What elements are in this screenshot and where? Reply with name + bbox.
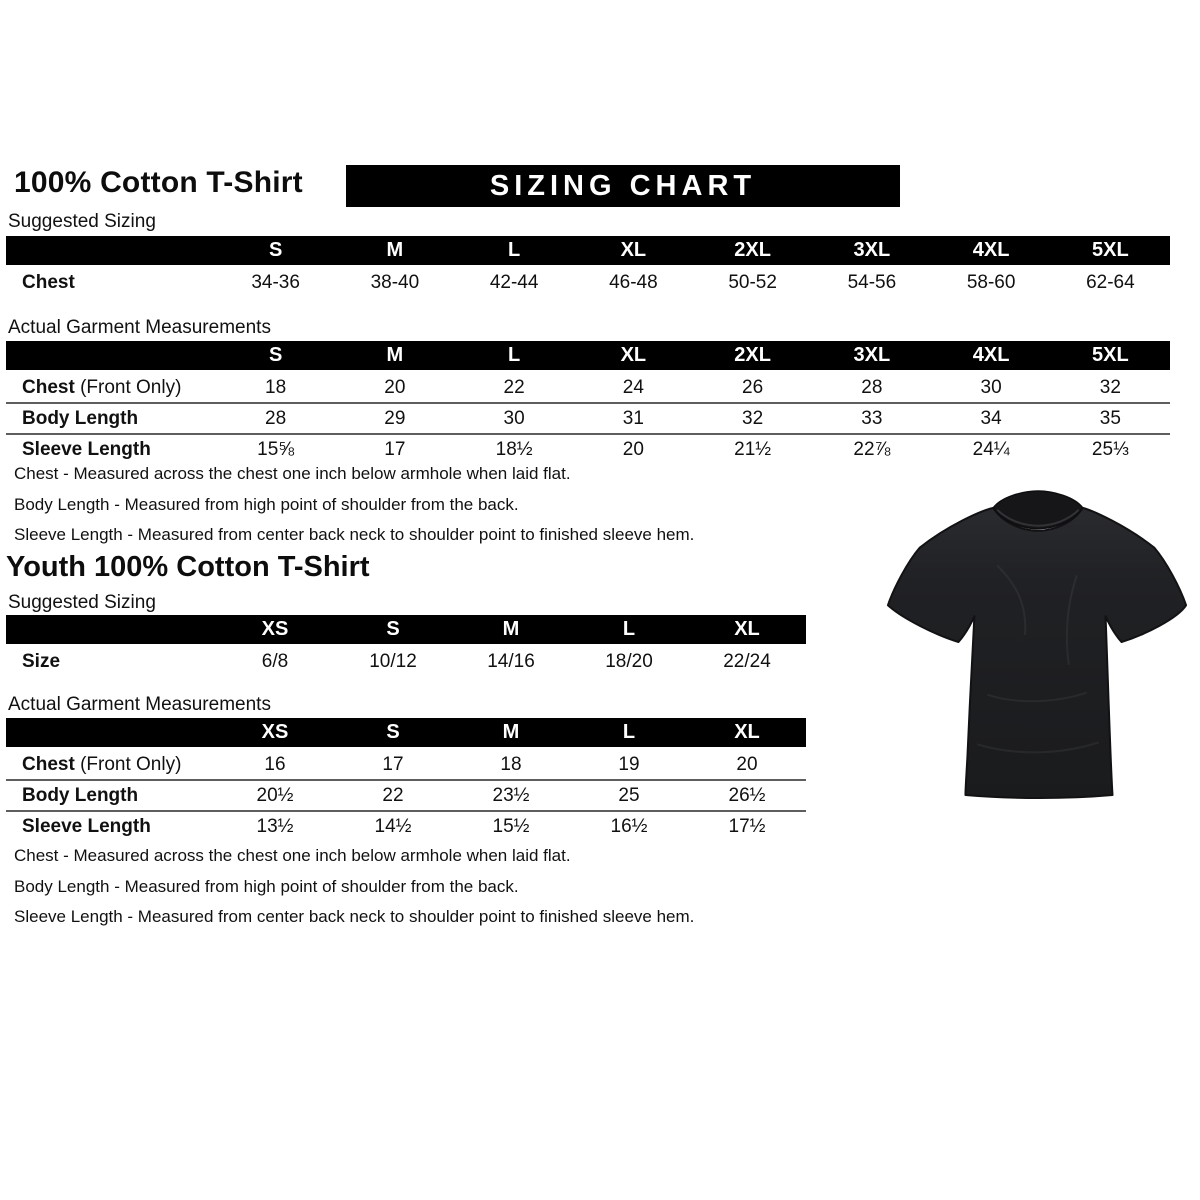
value-cell: 34-36	[251, 271, 300, 293]
value-cell: 34	[932, 403, 1051, 434]
value-cell: 35	[1051, 403, 1170, 434]
value-cell: 10/12	[369, 650, 417, 672]
size-col-header: S	[216, 341, 335, 372]
value-cell: 50-52	[728, 271, 777, 293]
adult-measurement-notes	[14, 459, 694, 551]
value-cell: 15⅝	[216, 434, 335, 464]
value-cell: 42-44	[489, 271, 539, 293]
size-col-header: L	[570, 615, 688, 646]
value-cell: 26½	[688, 780, 806, 811]
value-cell: 22	[334, 780, 452, 811]
table-header-row	[6, 718, 806, 749]
size-col-header: S	[216, 236, 335, 267]
size-col-header: XL	[574, 341, 693, 372]
value-cell: 32	[1099, 376, 1121, 398]
table-row	[6, 780, 806, 811]
value-cell: 30	[980, 376, 1002, 398]
youth-measurements-label: Actual Garment Measurements	[8, 694, 271, 715]
value-cell: 29	[335, 403, 454, 434]
value-cell: 62-64	[1086, 271, 1135, 293]
note-line: Sleeve Length - Measured from center back neck to shoulder point to finished sleeve hem.	[14, 907, 695, 926]
value-cell: 21½	[693, 434, 812, 464]
value-cell: 31	[574, 403, 693, 434]
size-col-header: 5XL	[1051, 236, 1170, 267]
header-spacer-cell	[6, 236, 216, 267]
value-cell: 15½	[452, 811, 570, 841]
row-label: Size	[22, 650, 61, 672]
size-col-header: 4XL	[932, 236, 1051, 267]
value-cell: 17	[335, 434, 454, 464]
adult-suggested-table	[6, 236, 1170, 297]
row-label: Chest (Front Only)	[22, 376, 182, 398]
value-cell: 28	[216, 403, 335, 434]
value-cell: 6/8	[261, 650, 289, 672]
note-line: Body Length - Measured from high point of shoulder from the back.	[14, 494, 519, 514]
value-cell: 20	[574, 434, 693, 464]
value-cell: 33	[812, 403, 931, 434]
table-row	[6, 811, 806, 841]
size-col-header: XS	[216, 718, 334, 749]
value-cell: 18	[500, 753, 522, 775]
youth-title: Youth 100% Cotton T-Shirt	[6, 551, 370, 583]
size-col-header: L	[455, 341, 574, 372]
value-cell: 46-48	[609, 271, 658, 293]
value-cell: 24¼	[932, 434, 1051, 464]
size-col-header: XL	[688, 718, 806, 749]
header-spacer-cell	[6, 615, 216, 646]
value-cell: 25⅓	[1051, 434, 1170, 464]
row-label: Chest	[22, 271, 75, 293]
value-cell: 14/16	[487, 650, 535, 672]
value-cell: 18½	[455, 434, 574, 464]
table-header-row	[6, 615, 806, 646]
value-cell: 28	[861, 376, 883, 398]
adult-suggested-label: Suggested Sizing	[8, 211, 156, 232]
value-cell: 19	[618, 753, 640, 775]
adult-title: 100% Cotton T-Shirt	[14, 166, 303, 199]
table-header-row	[6, 236, 1170, 267]
value-cell: 16	[264, 753, 286, 775]
size-col-header: XL	[688, 615, 806, 646]
row-label: Body Length	[6, 780, 216, 811]
value-cell: 17	[382, 753, 404, 775]
value-cell: 30	[455, 403, 574, 434]
adult-measurements-label: Actual Garment Measurements	[8, 317, 271, 338]
value-cell: 18/20	[605, 650, 653, 672]
youth-measurement-notes	[14, 841, 694, 933]
size-col-header: L	[570, 718, 688, 749]
value-cell: 25	[570, 780, 688, 811]
table-row	[6, 749, 806, 781]
table-row	[6, 372, 1170, 404]
size-col-header: 4XL	[932, 341, 1051, 372]
value-cell: 23½	[452, 780, 570, 811]
size-col-header: 3XL	[812, 236, 931, 267]
value-cell: 22/24	[723, 650, 771, 672]
value-cell: 22⅞	[812, 434, 931, 464]
row-label: Sleeve Length	[6, 811, 216, 841]
size-col-header: 3XL	[812, 341, 931, 372]
size-col-header: L	[455, 236, 574, 267]
table-row	[6, 403, 1170, 434]
size-col-header: XL	[574, 236, 693, 267]
value-cell: 20½	[216, 780, 334, 811]
youth-measurements-table	[6, 718, 806, 841]
tshirt-body-shape	[888, 508, 1186, 798]
sizing-chart-banner: SIZING CHART	[346, 165, 900, 207]
value-cell: 22	[503, 376, 525, 398]
youth-suggested-table	[6, 615, 806, 676]
value-cell: 24	[622, 376, 644, 398]
size-col-header: M	[335, 341, 454, 372]
table-row	[6, 267, 1170, 298]
value-cell: 20	[384, 376, 406, 398]
value-cell: 14½	[334, 811, 452, 841]
value-cell: 16½	[570, 811, 688, 841]
note-line: Chest - Measured across the chest one inch below armhole when laid flat.	[14, 846, 571, 865]
row-label: Chest (Front Only)	[22, 753, 182, 775]
header-spacer-cell	[6, 718, 216, 749]
youth-suggested-label: Suggested Sizing	[8, 592, 156, 613]
size-col-header: XS	[216, 615, 334, 646]
value-cell: 18	[265, 376, 287, 398]
size-col-header: M	[452, 718, 570, 749]
value-cell: 20	[736, 753, 758, 775]
note-line: Body Length - Measured from high point of shoulder from the back.	[14, 876, 519, 896]
size-col-header: 2XL	[693, 236, 812, 267]
value-cell: 17½	[688, 811, 806, 841]
size-col-header: 2XL	[693, 341, 812, 372]
table-header-row	[6, 341, 1170, 372]
header-spacer-cell	[6, 341, 216, 372]
black-tshirt-image	[878, 476, 1196, 812]
value-cell: 26	[742, 376, 764, 398]
size-col-header: 5XL	[1051, 341, 1170, 372]
value-cell: 54-56	[847, 271, 897, 293]
value-cell: 38-40	[370, 271, 420, 293]
value-cell: 13½	[216, 811, 334, 841]
note-line: Chest - Measured across the chest one inch below armhole when laid flat.	[14, 464, 571, 483]
size-col-header: S	[334, 718, 452, 749]
note-line: Sleeve Length - Measured from center back neck to shoulder point to finished sleeve hem.	[14, 525, 695, 544]
value-cell: 58-60	[966, 271, 1016, 293]
size-col-header: S	[334, 615, 452, 646]
size-col-header: M	[452, 615, 570, 646]
value-cell: 32	[693, 403, 812, 434]
row-label: Sleeve Length	[6, 434, 216, 464]
adult-measurements-table	[6, 341, 1170, 464]
table-row	[6, 646, 806, 677]
size-col-header: M	[335, 236, 454, 267]
row-label: Body Length	[6, 403, 216, 434]
